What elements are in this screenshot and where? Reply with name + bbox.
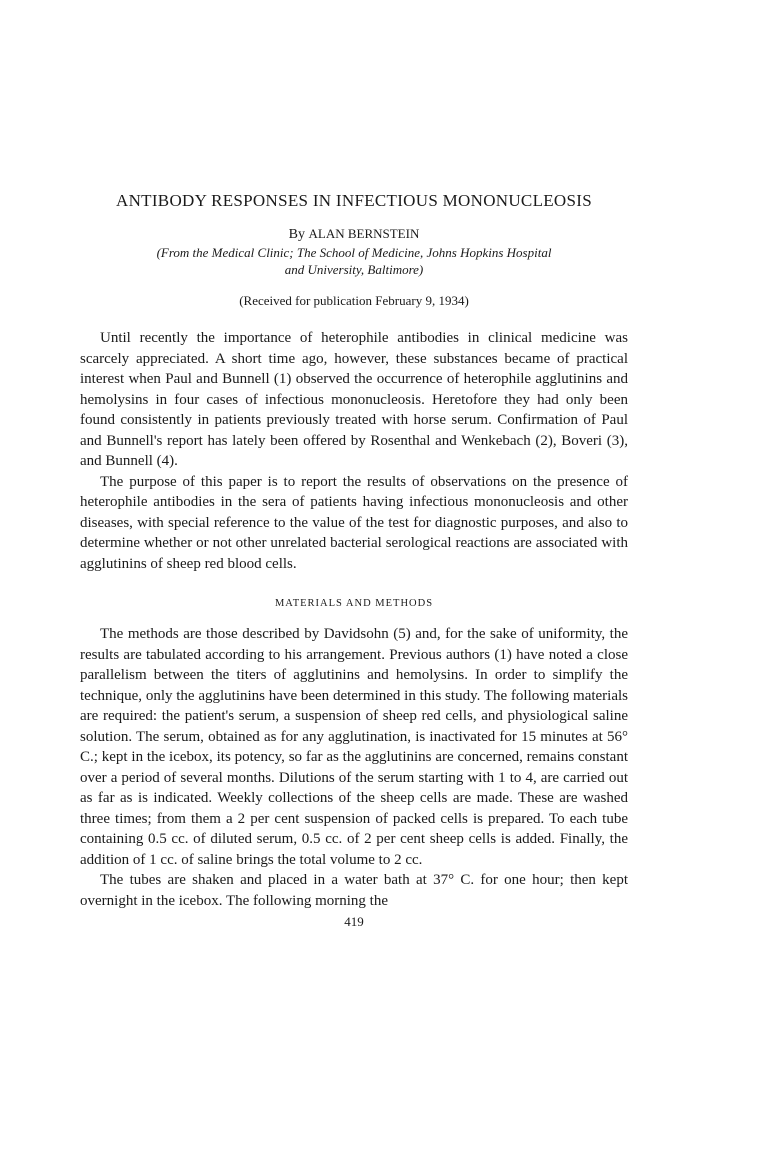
affiliation-line-1: (From the Medical Clinic; The School of Medicine, Johns Hopkins Hospital — [156, 245, 552, 260]
body-paragraph: The purpose of this paper is to report the results of observations on the presence of heterophile antibodies in the sera of patients having infectious mononucleosis and other diseases, with special reference to the value of the test for diagnostic purposes, and also to determine whether or not other unrelated bacterial serological reactions are associated with agglutinins of sheep red blood cells. — [80, 473, 628, 572]
page-number: 419 — [344, 914, 364, 929]
author-line — [80, 225, 628, 243]
author-prefix: By — [288, 227, 305, 242]
methods-paragraph: The methods are those described by Davidsohn (5) and, for the sake of uniformity, the results are tabulated according to his arrangement. Previous authors (1) have noted a close parallelism between the titers of agglutinins and hemolysins. In order to simplify the technique, only the agglutinins have been determined in this study. The following materials are required: the patient's serum, a suspension of sheep red cells, and physiological saline solution. The serum, obtained as for any agglutination, is inactivated for 15 minutes at 56° C.; kept in the icebox, its potency, so far as the agglutinins are concerned, remains constant over a period of several months. Dilutions of the serum starting with 1 to 4, are carried out as far as is indicated. Weekly collections of the sheep cells are made. These are washed three times; from them a 2 per cent suspension of packed cells is prepared. To each tube containing 0.5 cc. of diluted serum, 0.5 cc. of 2 per cent sheep cells is added. Finally, the addition of 1 cc. of saline brings the total volume to 2 cc. — [80, 626, 628, 868]
affiliation-line-2: and University, Baltimore) — [284, 262, 424, 277]
methods-paragraph: The tubes are shaken and placed in a water bath at 37° C. for one hour; then kept overnight in the icebox. The following morning the — [80, 872, 628, 909]
author-name: ALAN BERNSTEIN — [308, 226, 420, 241]
body-paragraph: Until recently the importance of heterophile antibodies in clinical medicine was scarcely appreciated. A short time ago, however, these substances became of practical interest when Paul and Bunnell (1) observed the occurrence of heterophile agglutinins and hemolysins in four cases of infectious mononucleosis. Heretofore they had only been found consistently in patients previously treated with horse serum. Confirmation of Paul and Bunnell's report has lately been offered by Rosenthal and Wenkebach (2), Boveri (3), and Bunnell (4). — [80, 330, 628, 469]
journal-page — [80, 190, 628, 930]
section-heading: MATERIALS AND METHODS — [274, 598, 434, 609]
received-date: (Received for publication February 9, 1934) — [239, 293, 469, 308]
article-title: ANTIBODY RESPONSES IN INFECTIOUS MONONUCLEOSIS — [116, 191, 592, 210]
